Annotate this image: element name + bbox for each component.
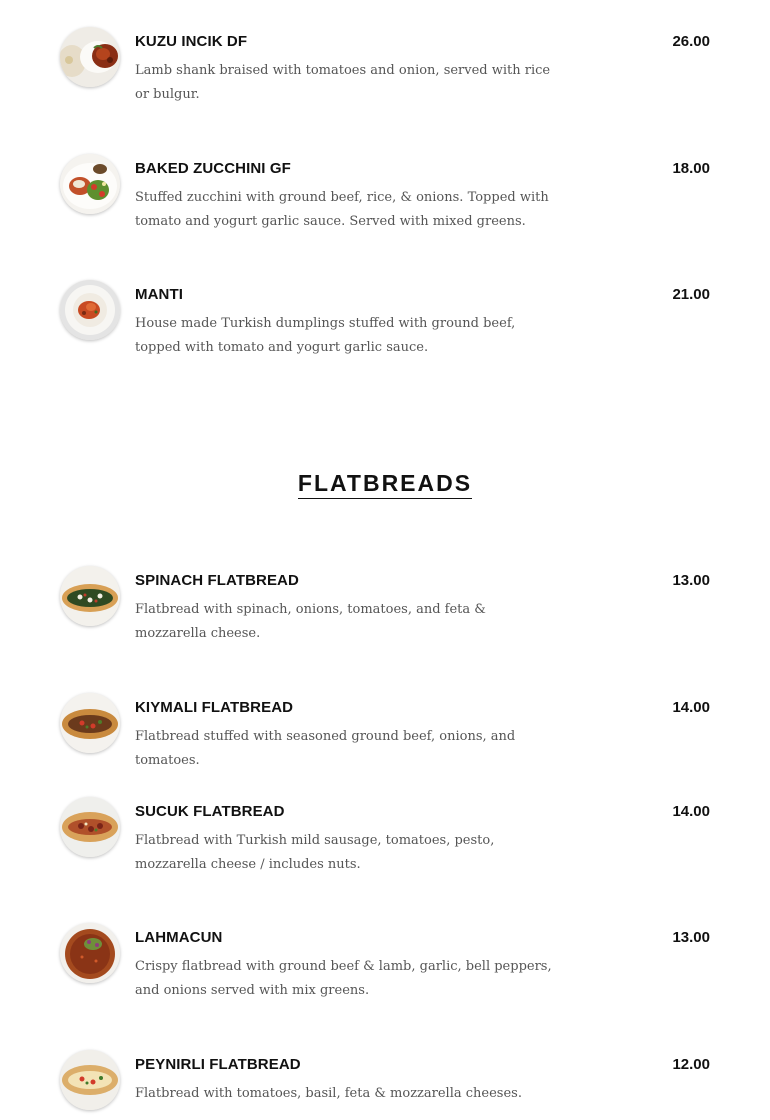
item-price: 26.00 (672, 33, 710, 50)
item-description: Stuffed zucchini with ground beef, rice, & onions. Topped with tomato and yogurt garlic sauce. Served with mixed greens. (135, 190, 549, 229)
item-price: 12.00 (672, 1056, 710, 1073)
item-price: 14.00 (672, 803, 710, 820)
kiymali-flatbread-icon (60, 693, 120, 753)
item-price: 13.00 (672, 572, 710, 589)
section-title (0, 470, 770, 499)
item-name: SPINACH FLATBREAD (135, 572, 299, 589)
item-price: 18.00 (672, 160, 710, 177)
item-name: LAHMACUN (135, 929, 223, 946)
stuffed-zucchini-dish-icon (60, 154, 120, 214)
item-description: Flatbread with tomatoes, basil, feta & mozzarella cheeses. (135, 1086, 522, 1101)
item-description: House made Turkish dumplings stuffed with ground beef, topped with tomato and yogurt garlic sauce. (135, 316, 516, 355)
lamb-shank-dish-icon (60, 27, 120, 87)
peynirli-flatbread-icon (60, 1050, 120, 1110)
item-name: MANTI (135, 286, 183, 303)
item-description: Lamb shank braised with tomatoes and onion, served with rice or bulgur. (135, 63, 551, 102)
spinach-flatbread-icon (60, 566, 120, 626)
item-price: 14.00 (672, 699, 710, 716)
item-description: Crispy flatbread with ground beef & lamb, garlic, bell peppers, and onions served with mix greens. (135, 959, 552, 998)
item-price: 21.00 (672, 286, 710, 303)
item-name: KIYMALI FLATBREAD (135, 699, 294, 716)
lahmacun-icon (60, 923, 120, 983)
item-description: Flatbread with spinach, onions, tomatoes, and feta & mozzarella cheese. (135, 602, 486, 641)
item-name: SUCUK FLATBREAD (135, 803, 285, 820)
sucuk-flatbread-icon (60, 797, 120, 857)
manti-dish-icon (60, 280, 120, 340)
item-description: Flatbread stuffed with seasoned ground beef, onions, and tomatoes. (135, 729, 516, 768)
item-name: KUZU INCIK DF (135, 33, 248, 50)
item-name: PEYNIRLI FLATBREAD (135, 1056, 301, 1073)
item-name: BAKED ZUCCHINI GF (135, 160, 291, 177)
item-price: 13.00 (672, 929, 710, 946)
item-description: Flatbread with Turkish mild sausage, tomatoes, pesto, mozzarella cheese / includes nuts. (135, 833, 495, 872)
section-title-text: FLATBREADS (298, 470, 472, 499)
